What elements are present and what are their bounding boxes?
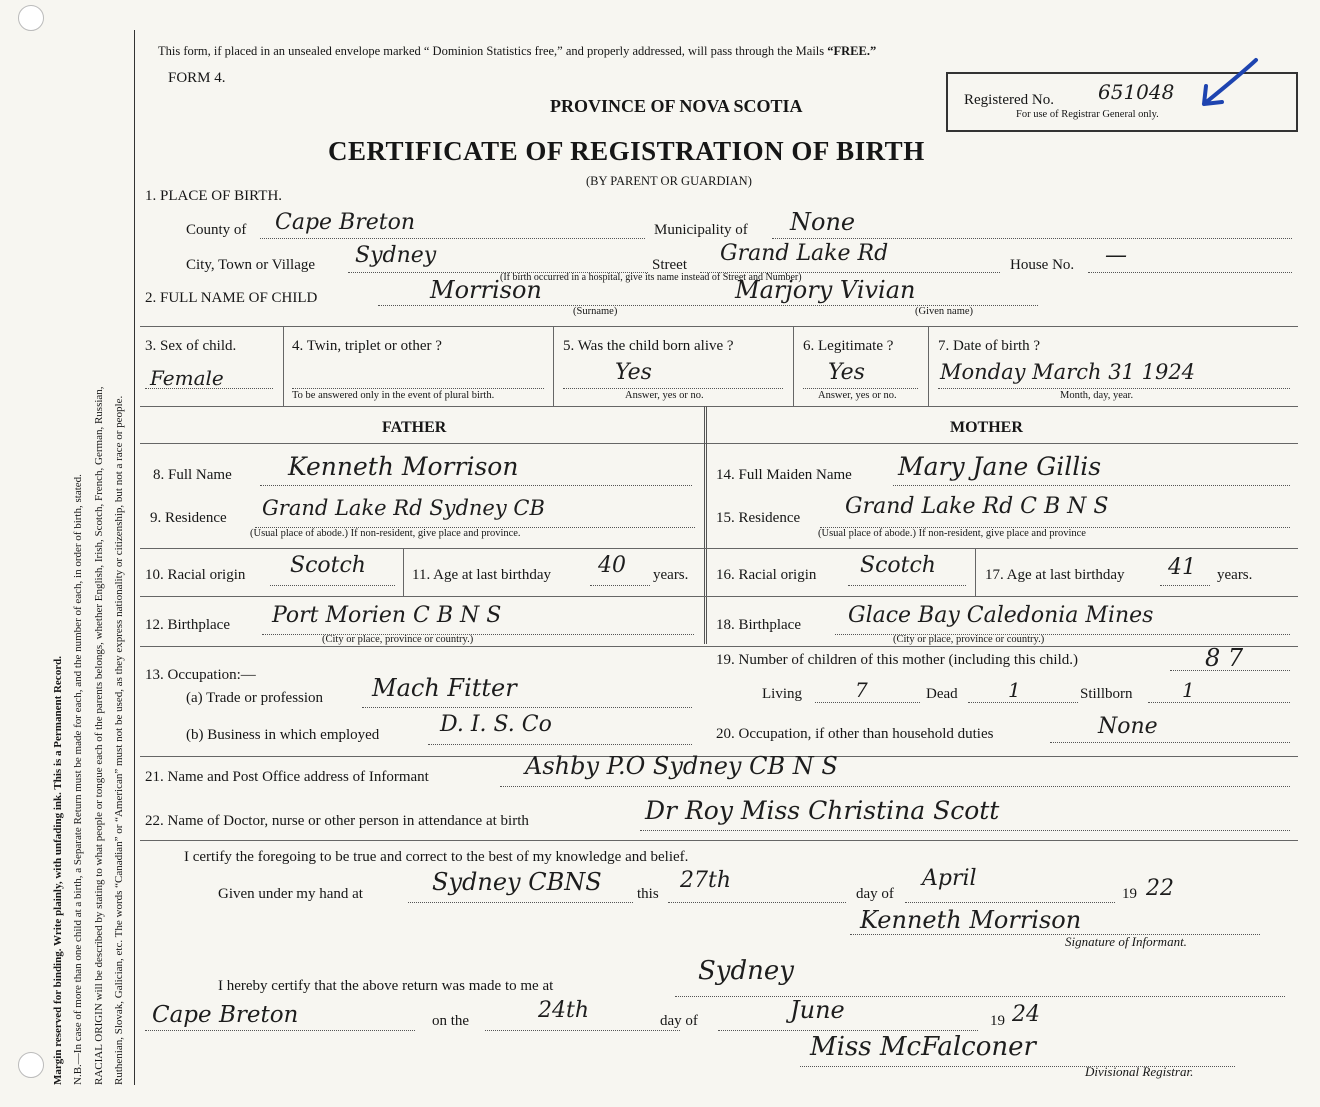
father-age: 40: [598, 553, 626, 578]
street-label: Street: [652, 257, 687, 273]
registered-number: 651048: [1098, 80, 1175, 104]
given-under-label: Given under my hand at: [218, 886, 363, 902]
registrar-day: 24th: [538, 998, 590, 1023]
father-occupation-label: 13. Occupation:—: [145, 667, 256, 683]
year-prefix: 19: [1122, 886, 1137, 902]
certificate-title: CERTIFICATE OF REGISTRATION OF BIRTH: [328, 136, 925, 166]
father-residence: Grand Lake Rd Sydney CB: [262, 496, 545, 520]
day-of-label: day of: [856, 886, 894, 902]
mother-birthplace-note: (City or place, province or country.): [893, 634, 1045, 645]
twin-label: 4. Twin, triplet or other ?: [292, 338, 442, 354]
county-value: Cape Breton: [275, 210, 416, 235]
father-residence-note: (Usual place of abode.) If non-resident, give place and province.: [250, 528, 521, 539]
father-business: D. I. S. Co: [440, 712, 552, 737]
stillborn-value: 1: [1182, 678, 1195, 702]
child-given-name: Marjory Vivian: [735, 276, 916, 304]
registrar-year-prefix: 19: [990, 1013, 1005, 1029]
registrar-signature: Miss McFalconer: [810, 1032, 1036, 1062]
mother-residence-note: (Usual place of abode.) If non-resident, give place and province: [818, 528, 1086, 539]
dob-value: Monday March 31 1924: [940, 360, 1196, 384]
municipality-label: Municipality of: [654, 222, 748, 238]
registrar-caption: Divisional Registrar.: [1085, 1064, 1194, 1079]
living-value: 7: [855, 678, 868, 702]
certify-place: Sydney CBNS: [432, 868, 602, 896]
binding-hole-top: [18, 5, 44, 31]
father-name-label: 8. Full Name: [153, 467, 232, 483]
mother-racial-label: 16. Racial origin: [716, 567, 817, 583]
stillborn-label: Stillborn: [1080, 686, 1133, 702]
registrar-statement: I hereby certify that the above return was made to me at: [218, 978, 554, 994]
mother-racial: Scotch: [860, 553, 936, 578]
father-age-label: 11. Age at last birthday: [412, 567, 551, 583]
margin-notice-1: Margin reserved for binding. Write plainly, with unfading ink. This is a Permanent Record.: [52, 656, 64, 1085]
father-years: years.: [653, 567, 689, 583]
doctor-value: Dr Roy Miss Christina Scott: [645, 796, 1000, 825]
informant-value: Ashby P.O Sydney CB N S: [525, 752, 838, 780]
alive-label: 5. Was the child born alive ?: [563, 338, 734, 354]
municipality-value: None: [790, 208, 856, 236]
dob-note: Month, day, year.: [1060, 390, 1134, 401]
sex-value: Female: [150, 366, 224, 390]
mother-occupation: None: [1098, 714, 1158, 739]
alive-note: Answer, yes or no.: [625, 390, 704, 401]
street-value: Grand Lake Rd: [720, 241, 889, 266]
city-label: City, Town or Village: [186, 257, 316, 273]
surname-caption: (Surname): [573, 306, 618, 317]
form-number: FORM 4.: [168, 70, 226, 86]
dob-label: 7. Date of birth ?: [938, 338, 1041, 354]
margin-notice-4: Ruthenian, Slovak, Galician, etc. The words “Canadian” or “American” must not be used, as they express nationality or citizenship, but not a race or people.: [113, 395, 125, 1085]
legitimate-note: Answer, yes or no.: [818, 390, 897, 401]
city-value: Sydney: [355, 243, 437, 268]
registrar-month: June: [790, 996, 845, 1024]
father-name: Kenneth Morrison: [288, 452, 519, 481]
mother-age-label: 17. Age at last birthday: [985, 567, 1125, 583]
mother-children-label: 19. Number of children of this mother (including this child.): [716, 652, 1079, 668]
father-heading: FATHER: [382, 419, 447, 436]
father-residence-label: 9. Residence: [150, 510, 227, 526]
binding-hole-bottom: [18, 1052, 44, 1078]
margin-notice-2: N.B.—In case of more than one child at a birth, a Separate Return must be made for each, and the number of each, in order of birth, stated.: [72, 474, 84, 1085]
father-racial: Scotch: [290, 553, 366, 578]
registrar-year: 24: [1012, 1002, 1040, 1027]
blue-check-mark-icon: [1196, 56, 1266, 116]
informant-signature: Kenneth Morrison: [860, 906, 1082, 934]
margin-notice-3: RACIAL ORIGIN will be described by stating to what people or tongue each of the parents belongs, whether English, Irish, Scotch, French, German, Russian,: [93, 386, 105, 1085]
certify-statement: I certify the foregoing to be true and correct to the best of my knowledge and belief.: [184, 849, 689, 865]
father-birthplace-label: 12. Birthplace: [145, 617, 230, 633]
mother-name-label: 14. Full Maiden Name: [716, 467, 852, 483]
mother-years: years.: [1217, 567, 1253, 583]
mail-free: “FREE.”: [827, 44, 877, 58]
registration-box: [946, 72, 1298, 132]
certificate-subtitle: (BY PARENT OR GUARDIAN): [586, 174, 752, 188]
father-birthplace-note: (City or place, province or country.): [322, 634, 474, 645]
father-trade: Mach Fitter: [372, 674, 517, 702]
registrar-place: Sydney: [698, 956, 794, 986]
registrar-county: Cape Breton: [152, 1002, 299, 1028]
margin-rule: [134, 30, 135, 1085]
mother-heading: MOTHER: [950, 419, 1023, 436]
dead-value: 1: [1008, 678, 1021, 702]
mother-children: 8 7: [1205, 644, 1244, 672]
certify-month: April: [922, 866, 977, 891]
street-note: (If birth occurred in a hospital, give its name instead of Street and Number): [500, 272, 802, 283]
legitimate-value: Yes: [828, 360, 865, 385]
province-heading: PROVINCE OF NOVA SCOTIA: [550, 96, 803, 116]
doctor-label: 22. Name of Doctor, nurse or other person in attendance at birth: [145, 813, 529, 829]
child-surname: Morrison: [430, 276, 542, 304]
mother-birthplace-label: 18. Birthplace: [716, 617, 801, 633]
informant-label: 21. Name and Post Office address of Informant: [145, 769, 429, 785]
alive-value: Yes: [615, 360, 652, 385]
signature-caption: Signature of Informant.: [1065, 934, 1187, 949]
mother-occupation-label: 20. Occupation, if other than household duties: [716, 726, 994, 742]
registrar-note: For use of Registrar General only.: [1016, 109, 1159, 120]
father-business-label: (b) Business in which employed: [186, 727, 380, 743]
living-label: Living: [762, 686, 802, 702]
mother-residence: Grand Lake Rd C B N S: [845, 494, 1109, 519]
certify-year: 22: [1146, 876, 1174, 901]
mother-age: 41: [1168, 555, 1196, 580]
house-value: —: [1105, 243, 1127, 268]
legitimate-label: 6. Legitimate ?: [803, 338, 894, 354]
father-trade-label: (a) Trade or profession: [186, 690, 324, 706]
father-racial-label: 10. Racial origin: [145, 567, 246, 583]
mother-birthplace: Glace Bay Caledonia Mines: [848, 603, 1154, 628]
sex-label: 3. Sex of child.: [145, 338, 237, 354]
father-birthplace: Port Morien C B N S: [272, 603, 502, 628]
house-label: House No.: [1010, 257, 1075, 273]
mother-residence-label: 15. Residence: [716, 510, 801, 526]
registered-label: Registered No.: [964, 92, 1054, 108]
registrar-day-of: day of: [660, 1013, 698, 1029]
child-name-label: 2. FULL NAME OF CHILD: [145, 290, 318, 306]
place-heading: 1. PLACE OF BIRTH.: [145, 188, 283, 204]
county-label: County of: [186, 222, 247, 238]
mother-name: Mary Jane Gillis: [898, 452, 1102, 481]
dead-label: Dead: [926, 686, 958, 702]
this-label: this: [637, 886, 659, 902]
given-caption: (Given name): [915, 306, 974, 317]
on-the-label: on the: [432, 1013, 470, 1029]
twin-note: To be answered only in the event of plural birth.: [292, 390, 495, 401]
mail-notice: This form, if placed in an unsealed envelope marked “ Dominion Statistics free,” and properly addressed, will pass through the Mails “FREE.”: [158, 44, 877, 58]
certify-day: 27th: [680, 868, 732, 893]
